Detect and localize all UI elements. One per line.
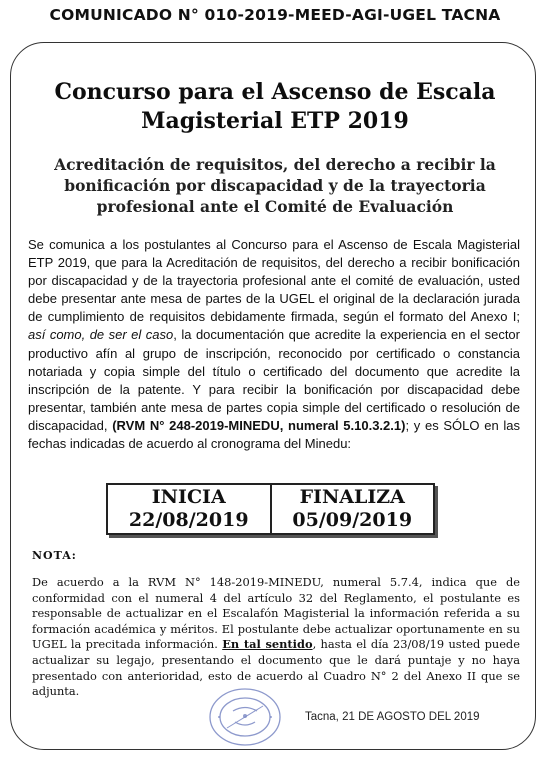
start-column <box>108 485 270 533</box>
note-underlined-phrase: En tal sentido <box>222 637 313 652</box>
end-date: 05/09/2019 <box>292 509 413 531</box>
note-body <box>32 575 520 700</box>
end-column <box>270 485 434 533</box>
communique-number: COMUNICADO N° 010-2019-MEED-AGI-UGEL TACNA <box>49 6 501 24</box>
note-text-1: De acuerdo a la RVM N° 148-2019-MINEDU, numeral 5.7.4, indica que de conformidad con el numeral 4 del artículo 32 del Reglamento, el postulante es responsable de actualizar en el Escalafón Magisterial la información referida a su formación académica y méritos. El postulante debe actualizar oportunamente en su UGEL la precitada información. <box>32 575 520 652</box>
note-text-2: , hasta el día 23/08/19 usted puede actualizar su legajo, presentando el documento que le dará puntaje y no haya presentado con anterioridad, esto de acuerdo al Cuadro N° 2 del Anexo II que se adjunta. <box>32 637 520 699</box>
note-label: NOTA: <box>32 549 77 562</box>
start-date: 22/08/2019 <box>128 509 249 531</box>
body-legal-reference: (RVM N° 248-2019-MINEDU, numeral 5.10.3.2.1) <box>112 417 406 433</box>
body-text-1: Se comunica a los postulantes al Concurso para el Ascenso de Escala Magisterial ETP 2019, que para la Acreditación de requisitos, del derecho a recibir bonificación por discapacidad y de la trayectoria profesional ante el comité de evaluación, usted debe presentar ante mesa de partes de la UGEL el original de la declaración jurada de cumplimiento de requisitos debidamente firmada, según el formato del Anexo I; <box>28 237 520 325</box>
start-label: INICIA <box>151 486 226 508</box>
official-seal-icon <box>205 684 285 748</box>
dates-table <box>106 483 435 535</box>
page-subtitle: Acreditación de requisitos, del derecho a recibir la bonificación por discapacidad y de la trayectoria profesional ante el Comité de Evaluación <box>54 155 496 216</box>
body-text-2: , la documentación que acredite la experiencia en el sector productivo afín al grupo de inscripción, reconocido por certificado o constancia notariada y copia simple del título o certificado del documento que acredite la inscripción de la patente. Y para recibir la bonificación por discapacidad debe presentar, también ante mesa de partes copia simple del certificado o resolución de discapacidad, <box>28 327 520 433</box>
body-italic-phrase: así como, de ser el caso <box>28 327 174 343</box>
end-label: FINALIZA <box>299 486 405 508</box>
signoff-date: Tacna, 21 DE AGOSTO DEL 2019 <box>305 711 480 723</box>
body-text-3: ; y es SÓLO en las fechas indicadas de acuerdo al cronograma del Minedu: <box>28 417 520 452</box>
announcement-body <box>28 236 520 453</box>
page-title: Concurso para el Ascenso de Escala Magisterial ETP 2019 <box>54 79 496 134</box>
